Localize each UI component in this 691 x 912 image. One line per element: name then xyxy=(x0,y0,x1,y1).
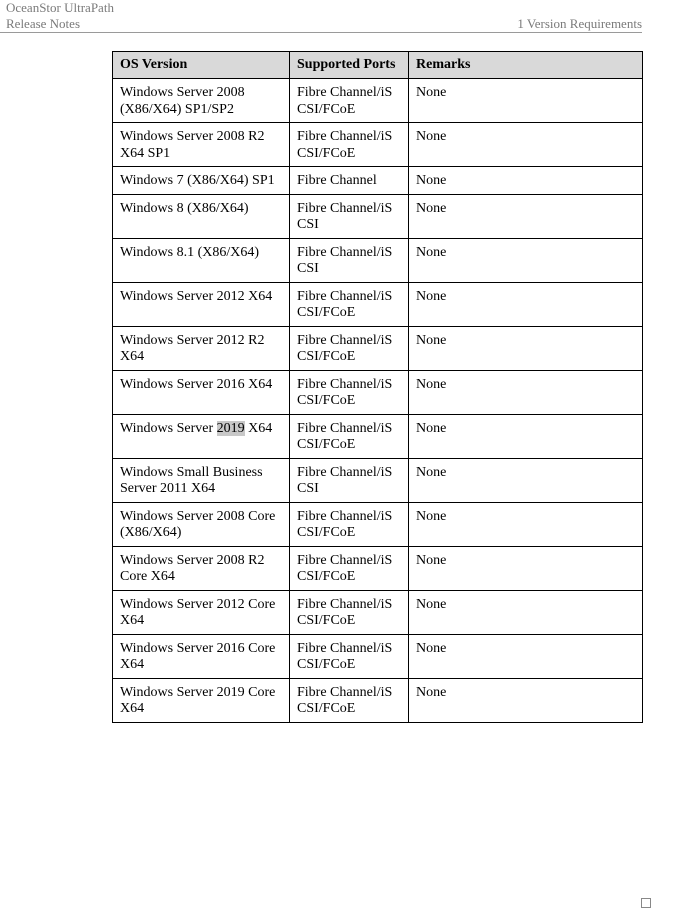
os-version-cell: Windows Server 2012 X64 xyxy=(113,282,290,326)
table-row xyxy=(113,194,643,238)
supported-ports-cell: Fibre Channel/iSCSI/FCoE xyxy=(290,502,409,546)
header-section: 1 Version Requirements xyxy=(517,16,642,31)
remarks-cell: None xyxy=(409,238,643,282)
os-version-cell: Windows Server 2012 Core X64 xyxy=(113,590,290,634)
os-version-cell: Windows Small Business Server 2011 X64 xyxy=(113,458,290,502)
table-row xyxy=(113,678,643,722)
supported-ports-cell: Fibre Channel/iSCSI/FCoE xyxy=(290,370,409,414)
supported-ports-cell: Fibre Channel/iSCSI/FCoE xyxy=(290,414,409,458)
supported-ports-cell: Fibre Channel/iSCSI/FCoE xyxy=(290,546,409,590)
table-row xyxy=(113,414,643,458)
table-row xyxy=(113,282,643,326)
supported-ports-cell: Fibre Channel/iSCSI xyxy=(290,194,409,238)
os-version-cell: Windows 7 (X86/X64) SP1 xyxy=(113,167,290,195)
header-row xyxy=(6,16,642,32)
supported-ports-cell: Fibre Channel/iSCSI xyxy=(290,238,409,282)
os-version-cell: Windows 8 (X86/X64) xyxy=(113,194,290,238)
os-version-cell: Windows Server 2012 R2 X64 xyxy=(113,326,290,370)
table-row xyxy=(113,502,643,546)
remarks-cell: None xyxy=(409,678,643,722)
supported-ports-cell: Fibre Channel/iSCSI/FCoE xyxy=(290,678,409,722)
os-version-cell: Windows Server 2019 Core X64 xyxy=(113,678,290,722)
column-header-remarks: Remarks xyxy=(409,52,643,79)
header-divider xyxy=(0,32,642,33)
remarks-cell: None xyxy=(409,282,643,326)
column-header-supported-ports: Supported Ports xyxy=(290,52,409,79)
remarks-cell: None xyxy=(409,123,643,167)
table-row xyxy=(113,546,643,590)
os-version-cell: Windows Server 2008 R2 Core X64 xyxy=(113,546,290,590)
table-row xyxy=(113,370,643,414)
remarks-cell: None xyxy=(409,414,643,458)
os-version-cell: Windows Server 2016 X64 xyxy=(113,370,290,414)
supported-ports-cell: Fibre Channel/iSCSI/FCoE xyxy=(290,590,409,634)
remarks-cell: None xyxy=(409,370,643,414)
os-version-prefix: Windows Server xyxy=(120,420,217,436)
remarks-cell: None xyxy=(409,502,643,546)
supported-ports-cell: Fibre Channel/iSCSI xyxy=(290,458,409,502)
text-selection-highlight[interactable]: 2019 xyxy=(216,420,245,436)
table-row xyxy=(113,590,643,634)
supported-ports-cell: Fibre Channel/iSCSI/FCoE xyxy=(290,79,409,123)
remarks-cell: None xyxy=(409,634,643,678)
remarks-cell: None xyxy=(409,326,643,370)
table-header-row xyxy=(113,52,643,79)
remarks-cell: None xyxy=(409,79,643,123)
os-version-cell: Windows 8.1 (X86/X64) xyxy=(113,238,290,282)
remarks-cell: None xyxy=(409,458,643,502)
supported-ports-cell: Fibre Channel/iSCSI/FCoE xyxy=(290,123,409,167)
supported-ports-cell: Fibre Channel/iSCSI/FCoE xyxy=(290,282,409,326)
table-row xyxy=(113,79,643,123)
os-version-cell: Windows Server 2008 R2 X64 SP1 xyxy=(113,123,290,167)
supported-ports-cell: Fibre Channel/iSCSI/FCoE xyxy=(290,634,409,678)
os-version-cell xyxy=(113,414,290,458)
os-version-table xyxy=(112,51,643,723)
header-product: OceanStor UltraPath xyxy=(6,0,114,15)
table-row xyxy=(113,238,643,282)
column-header-os-version: OS Version xyxy=(113,52,290,79)
table-row xyxy=(113,123,643,167)
supported-ports-cell: Fibre Channel/iSCSI/FCoE xyxy=(290,326,409,370)
remarks-cell: None xyxy=(409,546,643,590)
os-version-cell: Windows Server 2008 (X86/X64) SP1/SP2 xyxy=(113,79,290,123)
table-row xyxy=(113,634,643,678)
supported-ports-cell: Fibre Channel xyxy=(290,167,409,195)
remarks-cell: None xyxy=(409,590,643,634)
table-row xyxy=(113,167,643,195)
table-end-marker xyxy=(641,898,651,908)
remarks-cell: None xyxy=(409,194,643,238)
page-header xyxy=(6,0,642,32)
os-version-cell: Windows Server 2016 Core X64 xyxy=(113,634,290,678)
header-doc-type: Release Notes xyxy=(6,16,81,31)
os-version-cell: Windows Server 2008 Core (X86/X64) xyxy=(113,502,290,546)
os-version-suffix: X64 xyxy=(244,420,273,436)
table-row xyxy=(113,326,643,370)
remarks-cell: None xyxy=(409,167,643,195)
table-row xyxy=(113,458,643,502)
